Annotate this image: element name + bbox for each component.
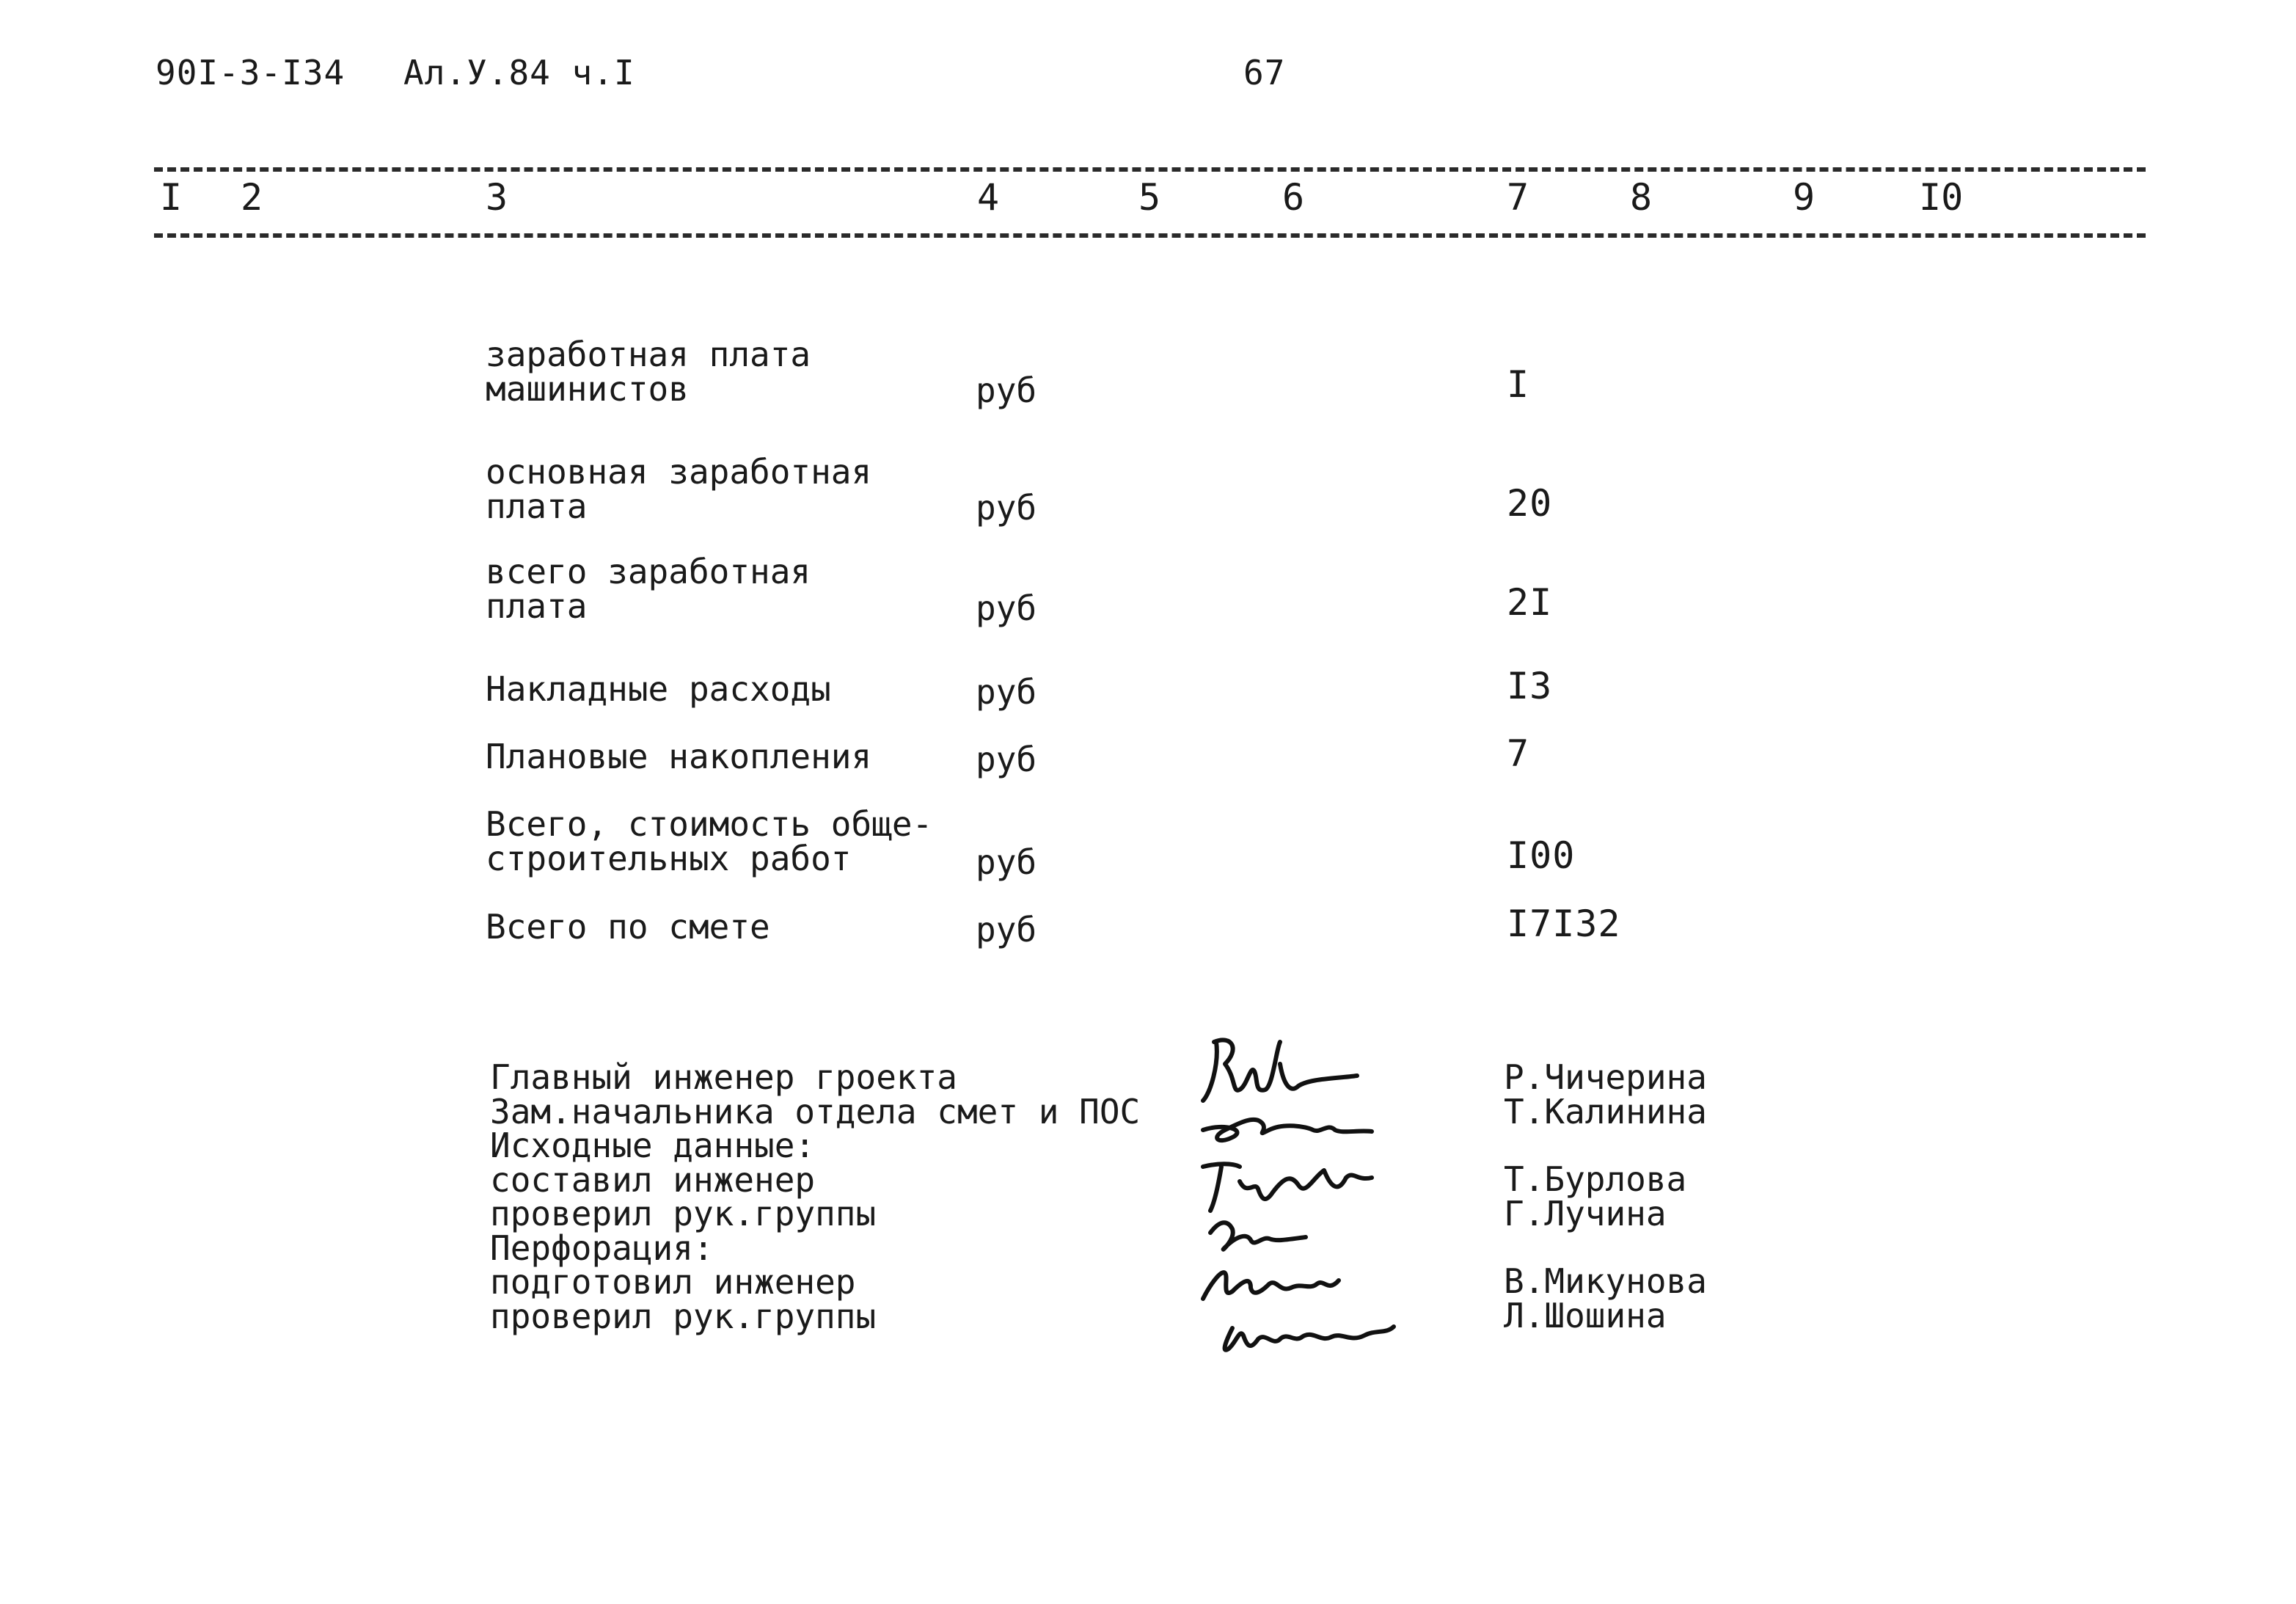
section-source-data: Исходные данные: xyxy=(490,1126,816,1165)
column-number-10: I0 xyxy=(1919,176,1964,219)
row-value-machinist-wage: I xyxy=(1507,363,1530,406)
section-perforation: Перфорация: xyxy=(490,1228,714,1268)
name-mikunova: В.Микунова xyxy=(1504,1261,1707,1301)
row-value-base-wage: 20 xyxy=(1507,482,1553,525)
column-number-1: I xyxy=(160,176,183,219)
column-number-5: 5 xyxy=(1138,176,1161,219)
row-unit-total-wage: руб xyxy=(976,588,1037,628)
header-rule-top xyxy=(154,167,2146,172)
role-prepared-by: подготовил инженер xyxy=(490,1262,856,1302)
signature-luchina xyxy=(1210,1222,1306,1249)
row-label-base-wage: основная заработная плата xyxy=(486,452,872,526)
row-label-estimate-total: Всего по смете xyxy=(486,907,770,947)
column-number-7: 7 xyxy=(1507,176,1529,219)
signature-kalinina xyxy=(1203,1120,1372,1140)
role-checked-by-2: проверил рук.группы xyxy=(490,1296,877,1336)
role-deputy-head: Зам.начальника отдела смет и ПОС xyxy=(490,1091,1141,1131)
header-rule-bottom xyxy=(154,233,2146,238)
names-group-1 xyxy=(1504,1057,1707,1131)
signature-roles xyxy=(490,1057,1141,1336)
row-label-total-wage: всего заработная плата xyxy=(486,552,811,626)
row-label-planned-savings: Плановые накопления xyxy=(486,737,872,776)
row-unit-overhead: руб xyxy=(976,672,1037,712)
name-burlova: Т.Бурлова xyxy=(1504,1159,1687,1199)
row-unit-base-wage: руб xyxy=(976,488,1037,528)
row-value-planned-savings: 7 xyxy=(1507,732,1530,775)
names-group-3 xyxy=(1504,1261,1707,1335)
names-group-2 xyxy=(1504,1159,1687,1233)
row-value-estimate-total: I7I32 xyxy=(1507,903,1621,945)
signature-burlova xyxy=(1203,1164,1372,1211)
name-kalinina: Т.Калинина xyxy=(1504,1091,1707,1131)
name-shoshina: Л.Шошина xyxy=(1504,1295,1667,1335)
name-luchina: Г.Лучина xyxy=(1504,1193,1667,1233)
row-unit-planned-savings: руб xyxy=(976,740,1037,779)
row-unit-estimate-total: руб xyxy=(976,910,1037,949)
column-number-3: 3 xyxy=(486,176,508,219)
column-number-8: 8 xyxy=(1630,176,1653,219)
row-label-construction-total: Всего, стоимость обще- строительных работ xyxy=(486,804,933,878)
role-checked-by: проверил рук.группы xyxy=(490,1194,877,1233)
role-compiled-by: составил инженер xyxy=(490,1159,816,1200)
row-label-overhead: Накладные расходы xyxy=(486,669,831,709)
role-chief-engineer: Главный инженер гроекта xyxy=(490,1057,957,1097)
page-number: 67 xyxy=(1243,53,1286,92)
row-value-total-wage: 2I xyxy=(1507,581,1553,624)
row-value-construction-total: I00 xyxy=(1507,834,1576,877)
signature-shoshina xyxy=(1225,1327,1394,1350)
signature-chicherina xyxy=(1203,1040,1357,1101)
row-unit-machinist-wage: руб xyxy=(976,371,1037,410)
handwritten-signatures-image xyxy=(1181,1020,1460,1372)
row-label-machinist-wage: заработная плата машинистов xyxy=(486,335,811,409)
document-code: 90I-3-I34 xyxy=(156,53,346,92)
signature-mikunova xyxy=(1203,1272,1339,1299)
column-number-4: 4 xyxy=(977,176,1000,219)
column-number-9: 9 xyxy=(1793,176,1816,219)
column-number-2: 2 xyxy=(241,176,263,219)
album-reference: Ал.У.84 ч.I xyxy=(403,53,635,92)
name-chicherina: Р.Чичерина xyxy=(1504,1057,1707,1097)
row-value-overhead: I3 xyxy=(1507,665,1553,707)
column-number-6: 6 xyxy=(1282,176,1305,219)
row-unit-construction-total: руб xyxy=(976,842,1037,882)
